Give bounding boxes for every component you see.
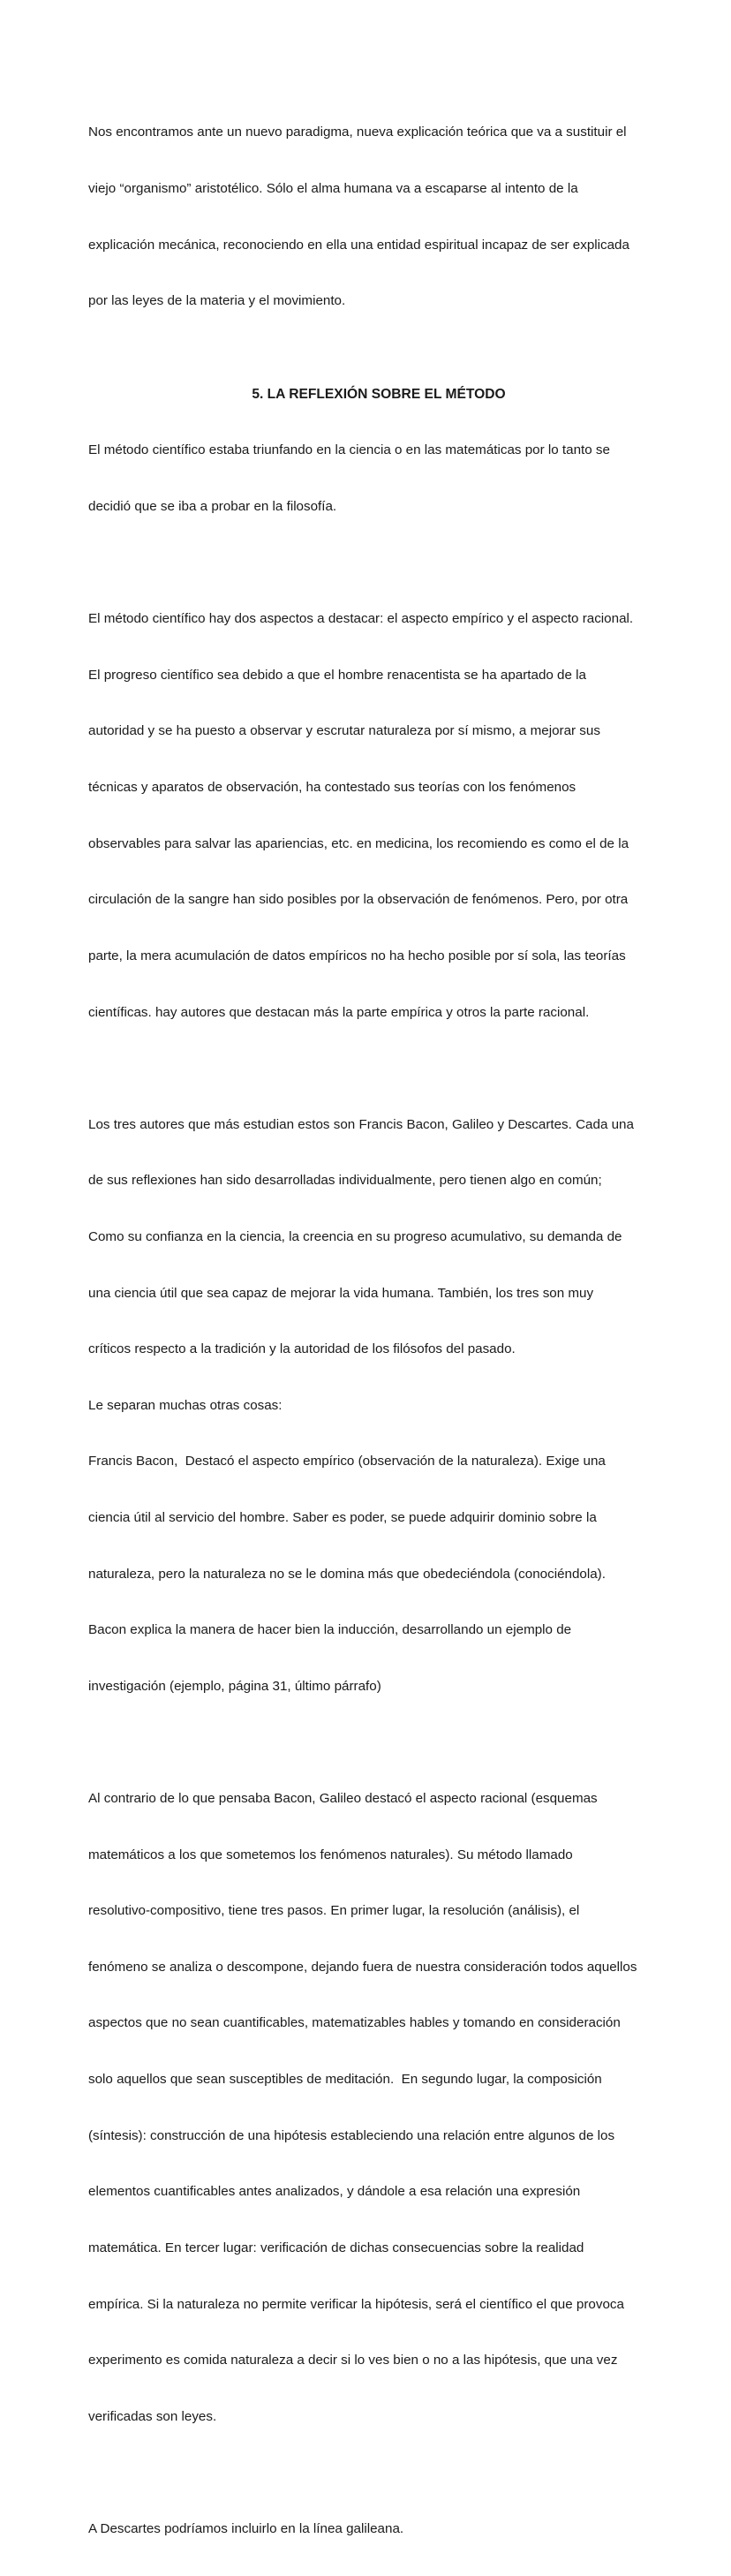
text-line: observables para salvar las apariencias, etc. en medicina, los recomiendo es como el de la xyxy=(88,835,629,851)
text-line: por las leyes de la materia y el movimiento. xyxy=(88,293,346,309)
text-line: Francis Bacon, Destacó el aspecto empírico (observación de la naturaleza). Exige una xyxy=(88,1454,606,1469)
paragraph-galileo xyxy=(88,1752,644,2464)
text-line: Como su confianza en la ciencia, la creencia en su progreso acumulativo, su demanda de xyxy=(88,1228,622,1244)
text-line: Al contrario de lo que pensaba Bacon, Galileo destacó el aspecto racional (esquemas xyxy=(88,1791,598,1807)
text-line: viejo “organismo” aristotélico. Sólo el alma humana va a escaparse al intento de la xyxy=(88,181,578,197)
text-line: circulación de la sangre han sido posibles por la observación de fenómenos. Pero, por otra xyxy=(88,892,629,908)
text-line: decidió que se iba a probar en la filosofía. xyxy=(88,499,337,515)
text-line: Nos encontramos ante un nuevo paradigma, nueva explicación teórica que va a sustituir el xyxy=(88,125,627,140)
text-line: (síntesis): construcción de una hipótesis estableciendo una relación entre algunos de los xyxy=(88,2127,615,2143)
text-line: El progreso científico sea debido a que el hombre renacentista se ha apartado de la xyxy=(88,667,586,683)
text-line: elementos cuantificables antes analizados, y dándole a esa relación una expresión xyxy=(88,2184,581,2200)
text-line: de sus reflexiones han sido desarrolladas individualmente, pero tienen algo en común; xyxy=(88,1173,602,1189)
text-line: científicas. hay autores que destacan más la parte empírica y otros la parte racional. xyxy=(88,1004,590,1020)
text-line: autoridad y se ha puesto a observar y escrutar naturaleza por sí mismo, a mejorar sus xyxy=(88,723,600,739)
text-line: experimento es comida naturaleza a decir si lo ves bien o no a las hipótesis, que una vez xyxy=(88,2353,618,2368)
paragraph-descartes xyxy=(88,2482,644,2576)
text-line: matemáticos a los que sometemos los fenómenos naturales). Su método llamado xyxy=(88,1847,573,1862)
paragraph-method-intro xyxy=(88,404,644,554)
spacer xyxy=(88,554,644,572)
text-line: Bacon explica la manera de hacer bien la inducción, desarrollando un ejemplo de xyxy=(88,1622,572,1638)
text-line: El método científico hay dos aspectos a destacar: el aspecto empírico y el aspecto racional. xyxy=(88,611,634,627)
text-line: explicación mecánica, reconociendo en ella una entidad espiritual incapaz de ser explicada xyxy=(88,237,629,253)
text-line: una ciencia útil que sea capaz de mejorar la vida humana. También, los tres son muy xyxy=(88,1285,594,1301)
document-body xyxy=(88,86,644,2576)
text-line: Los tres autores que más estudian estos son Francis Bacon, Galileo y Descartes. Cada una xyxy=(88,1116,634,1132)
text-line: matemática. En tercer lugar: verificación de dichas consecuencias sobre la realidad xyxy=(88,2240,584,2255)
spacer xyxy=(88,1733,644,1751)
text-line: solo aquellos que sean susceptibles de meditación. En segundo lugar, la composición xyxy=(88,2072,602,2088)
text-line: parte, la mera acumulación de datos empíricos no ha hecho posible por sí sola, las teorías xyxy=(88,948,626,963)
text-line: técnicas y aparatos de observación, ha contestado sus teorías con los fenómenos xyxy=(88,780,577,796)
section-heading: 5. LA REFLEXIÓN SOBRE EL MÉTODO xyxy=(252,386,506,402)
text-line: empírica. Si la naturaleza no permite verificar la hipótesis, será el científico el que provoca xyxy=(88,2296,624,2312)
text-line: El método científico estaba triunfando en la ciencia o en las matemáticas por lo tanto se xyxy=(88,442,610,458)
text-line: fenómeno se analiza o descompone, dejando fuera de nuestra consideración todos aquellos xyxy=(88,1959,637,1975)
paragraph-authors xyxy=(88,1077,644,1733)
spacer xyxy=(88,1059,644,1077)
text-line: investigación (ejemplo, página 31, último párrafo) xyxy=(88,1678,381,1694)
spacer xyxy=(88,2463,644,2482)
text-line: ciencia útil al servicio del hombre. Saber es poder, se puede adquirir dominio sobre la xyxy=(88,1510,597,1525)
spacer xyxy=(88,348,644,385)
text-line: críticos respecto a la tradición y la autoridad de los filósofos del pasado. xyxy=(88,1341,516,1357)
text-line: Le separan muchas otras cosas: xyxy=(88,1397,283,1413)
paragraph-intro xyxy=(88,86,644,348)
text-line: aspectos que no sean cuantificables, matematizables hables y tomando en consideración xyxy=(88,2015,621,2031)
text-line: resolutivo-compositivo, tiene tres pasos. En primer lugar, la resolución (análisis), el xyxy=(88,1903,580,1919)
text-line: naturaleza, pero la naturaleza no se le domina más que obedeciéndola (conociéndola). xyxy=(88,1566,606,1582)
paragraph-aspects xyxy=(88,572,644,1059)
text-line: verificadas son leyes. xyxy=(88,2408,217,2424)
text-line: A Descartes podríamos incluirlo en la línea galileana. xyxy=(88,2520,404,2536)
